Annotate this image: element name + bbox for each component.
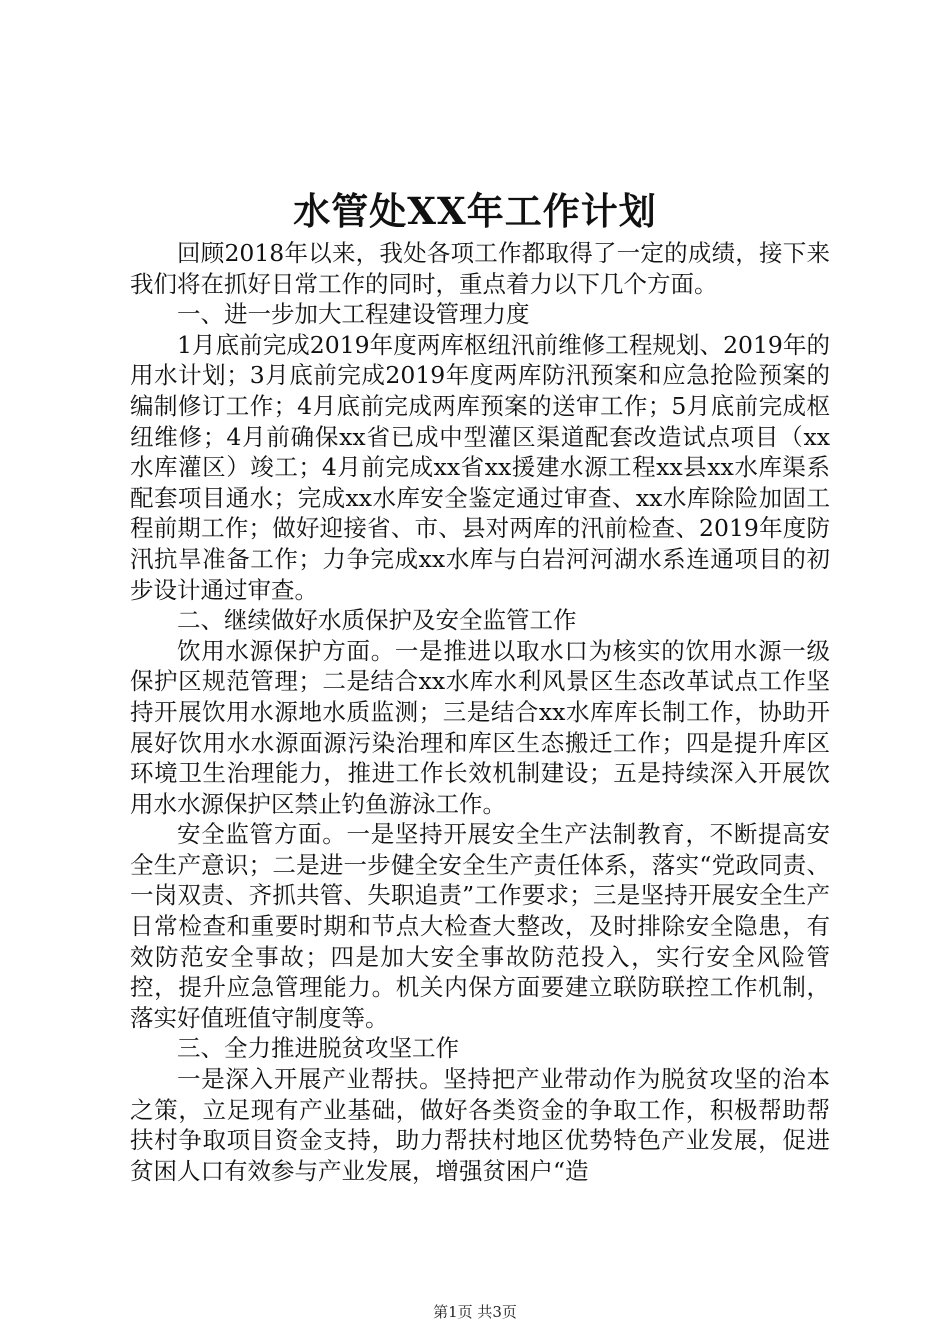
body-paragraph: 安全监管方面。一是坚持开展安全生产法制教育，不断提高安全生产意识；二是进一步健全安全生产责任体系，落实“党政同责、一岗双责、齐抓共管、失职追责”工作要求；三是坚持开展安全生产日常检查和重要时期和节点大检查大整改，及时排除安全隐患，有效防范安全事故；四是加大安全事故防范投入，实行安全风险管控，提升应急管理能力。机关内保方面要建立联防联控工作机制，落实好值班值守制度等。 bbox=[130, 820, 830, 1032]
body-paragraph: 1月底前完成2019年度两库枢纽汛前维修工程规划、2019年的用水计划；3月底前完成2019年度两库防汛预案和应急抢险预案的编制修订工作；4月底前完成两库预案的送审工作；5月底前完成枢纽维修；4月前确保xx省已成中型灌区渠道配套改造试点项目（xx水库灌区）竣工；4月前完成xx省xx援建水源工程xx县xx水库渠系配套项目通水；完成xx水库安全鉴定通过审查、xx水库除险加固工程前期工作；做好迎接省、市、县对两库的汛前检查、2019年度防汛抗旱准备工作；力争完成xx水库与白岩河河湖水系连通项目的初步设计通过审查。 bbox=[130, 330, 830, 604]
page-number-footer: 第1页 共3页 bbox=[433, 1303, 517, 1321]
body-paragraph: 饮用水源保护方面。一是推进以取水口为核实的饮用水源一级保护区规范管理；二是结合xx水库水利风景区生态改革试点工作坚持开展饮用水源地水质监测；三是结合xx水库库长制工作，协助开展好饮用水水源面源污染治理和库区生态搬迁工作；四是提升库区环境卫生治理能力，推进工作长效机制建设；五是持续深入开展饮用水水源保护区禁止钓鱼游泳工作。 bbox=[130, 636, 830, 818]
section-heading-3: 三、全力推进脱贫攻坚工作 bbox=[177, 1034, 459, 1063]
document-title: 水管处XX年工作计划 bbox=[293, 189, 657, 233]
body-paragraph: 一是深入开展产业帮扶。坚持把产业带动作为脱贫攻坚的治本之策，立足现有产业基础，做好各类资金的争取工作，积极帮助帮扶村争取项目资金支持，助力帮扶村地区优势特色产业发展，促进贫困人口有效参与产业发展，增强贫困户“造 bbox=[130, 1065, 830, 1185]
intro-paragraph: 回顾2018年以来，我处各项工作都取得了一定的成绩，接下来我们将在抓好日常工作的同时，重点着力以下几个方面。 bbox=[130, 239, 830, 298]
section-heading-2: 二、继续做好水质保护及安全监管工作 bbox=[177, 606, 577, 635]
section-heading-1: 一、进一步加大工程建设管理力度 bbox=[177, 300, 530, 329]
document-body bbox=[130, 238, 830, 1186]
